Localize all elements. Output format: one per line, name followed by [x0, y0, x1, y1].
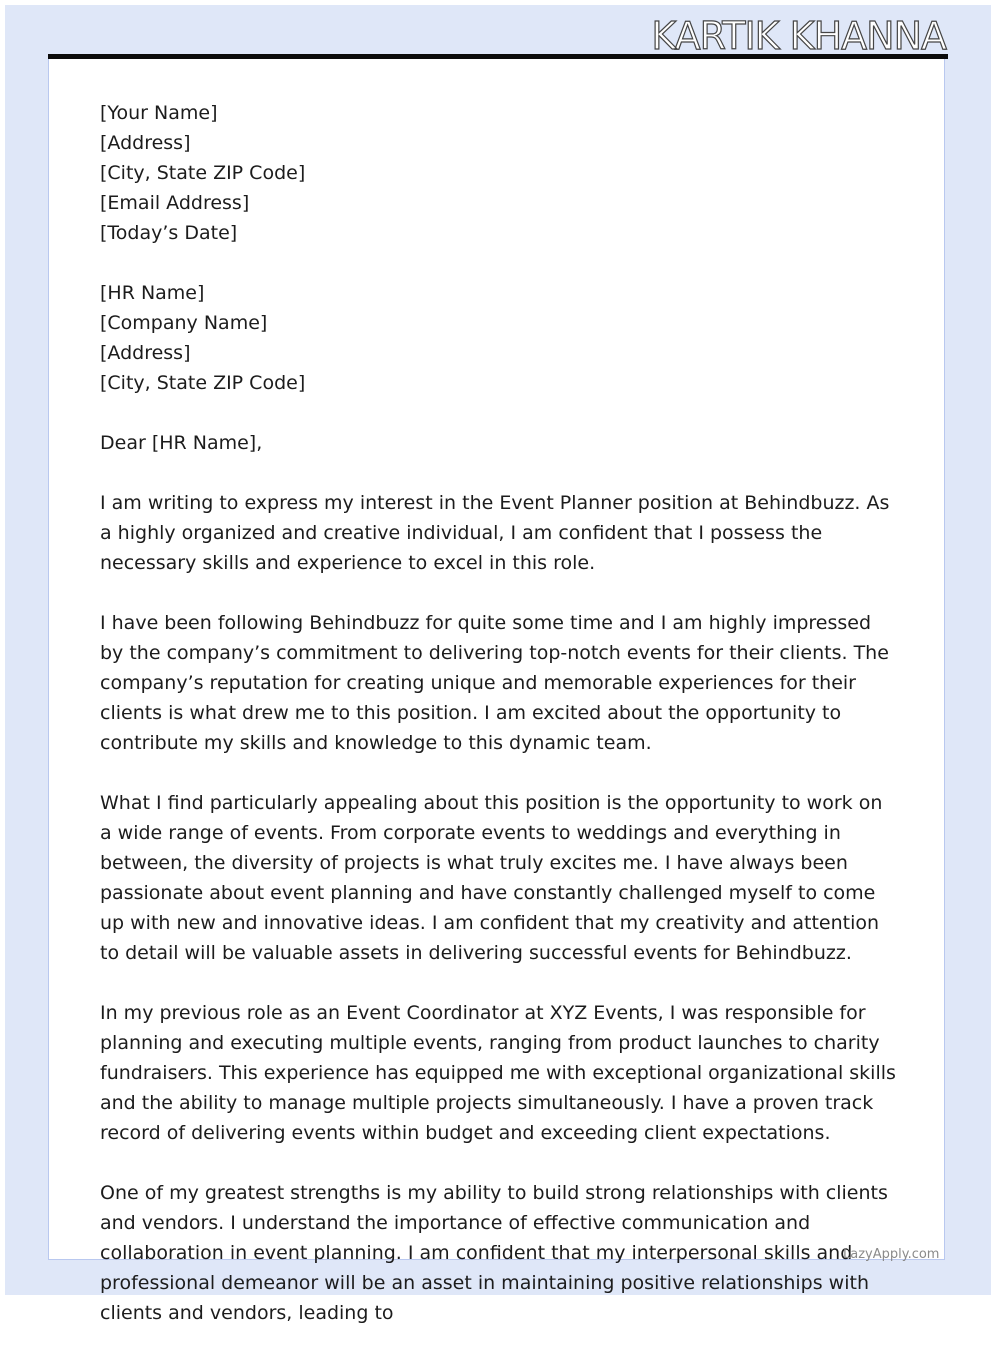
body-paragraph-5: One of my greatest strengths is my ability to build strong relationships with clients and vendors. I understand the importance of effective communication and collaboration in event planning. I am confident that my interpersonal skills and professional demeanor will be an asset in maintaining positive relationships with clients and vendors, leading to: [100, 1182, 888, 1324]
body-paragraph-1: I am writing to express my interest in the Event Planner position at Behindbuzz. As a highly organized and creative individual, I am confident that I possess the necessary skills and experience to excel in this role.: [100, 492, 890, 574]
body-paragraph-3: What I find particularly appealing about this position is the opportunity to work on a wide range of events. From corporate events to weddings and everything in between, the diversity of projects is what truly excites me. I have always been passionate about event planning and have constantly challenged myself to come up with new and innovative ideas. I am confident that my creativity and attention to detail will be valuable assets in delivering successful events for Behindbuzz.: [100, 792, 883, 964]
letter-body: [100, 98, 900, 1358]
recipient-address: [Address]: [100, 342, 191, 364]
sender-name: [Your Name]: [100, 102, 218, 124]
salutation: Dear [HR Name],: [100, 432, 263, 454]
body-paragraph-4: In my previous role as an Event Coordinator at XYZ Events, I was responsible for planning and executing multiple events, ranging from product launches to charity fundraisers. This experience has equipped me with exceptional organizational skills and the ability to manage multiple projects simultaneously. I have a proven track record of delivering events within budget and exceeding client expectations.: [100, 1002, 896, 1144]
body-paragraph-2: I have been following Behindbuzz for quite some time and I am highly impressed by the company’s commitment to delivering top-notch events for their clients. The company’s reputation for creating unique and memorable experiences for their clients is what drew me to this position. I am excited about the opportunity to contribute my skills and knowledge to this dynamic team.: [100, 612, 889, 754]
sender-block: [100, 98, 900, 248]
sender-city-state-zip: [City, State ZIP Code]: [100, 162, 306, 184]
watermark-text: LazyApply.com: [843, 1247, 940, 1262]
recipient-company: [Company Name]: [100, 312, 268, 334]
recipient-name: [HR Name]: [100, 282, 205, 304]
sender-address: [Address]: [100, 132, 191, 154]
letter-date: [Today’s Date]: [100, 222, 238, 244]
sender-email: [Email Address]: [100, 192, 250, 214]
recipient-city-state-zip: [City, State ZIP Code]: [100, 372, 306, 394]
recipient-block: [100, 278, 900, 398]
applicant-name-heading: KARTIK KHANNA: [651, 14, 946, 58]
